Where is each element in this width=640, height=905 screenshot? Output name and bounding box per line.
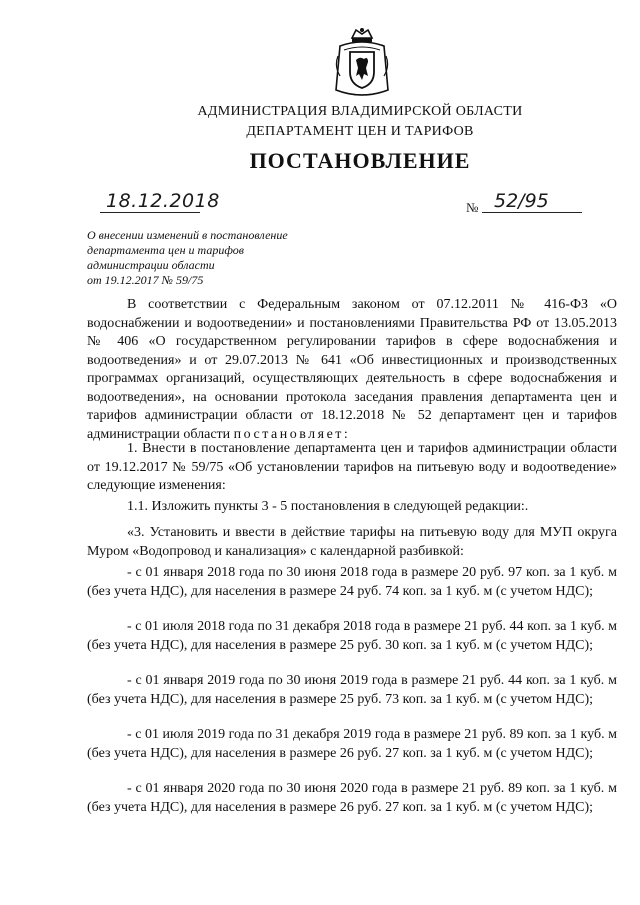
subject-line: О внесении изменений в постановление xyxy=(87,228,288,242)
preamble-paragraph xyxy=(87,296,617,444)
document-date: 18.12.2018 xyxy=(106,190,220,212)
item-1-paragraph: 1. Внести в постановление департамента цен и тарифов администрации области от 19.12.2017 № 59/75 «Об установлении тарифов на питьевую воду и водоотведение» следующие изменения: xyxy=(87,441,617,493)
subject-line: от 19.12.2017 № 59/75 xyxy=(87,273,204,287)
preamble-text: В соответствии с Федеральным законом от 07.12.2011 № 416-ФЗ «О водоснабжении и водоотведении» и постановлениями Правительства РФ от 13.05.2013 № 406 «О государственном регулировании тарифов в сфере водоснабжения и водоотведения» и от 29.07.2013 № 641 «Об инвестиционных и производственных программах организаций, осуществляющих деятельность в сфере водоснабжения и водоотведения», на основании протокола заседания правления департамента цен и тарифов администрации области от 18.12.2018 № 52 департамент цен и тарифов администрации области xyxy=(87,297,617,442)
organization-name: АДМИНИСТРАЦИЯ ВЛАДИМИРСКОЙ ОБЛАСТИ xyxy=(197,104,523,119)
item-1-1-paragraph: 1.1. Изложить пункты 3 - 5 постановления в следующей редакции:. xyxy=(127,499,529,514)
date-underline xyxy=(100,212,200,213)
subject-line: департамента цен и тарифов xyxy=(87,243,244,257)
department-name: ДЕПАРТАМЕНТ ЦЕН И ТАРИФОВ xyxy=(246,124,474,139)
document-subject xyxy=(87,228,327,288)
tariff-period-item: - с 01 января 2019 года по 30 июня 2019 года в размере 21 руб. 44 коп. за 1 куб. м (без учета НДС), для населения в размере 25 руб. 73 коп. за 1 куб. м (с учетом НДС); xyxy=(87,673,617,707)
coat-of-arms-emblem-icon xyxy=(330,26,394,100)
tariff-period-item: - с 01 июля 2019 года по 31 декабря 2019 года в размере 21 руб. 89 коп. за 1 куб. м (без учета НДС), для населения в размере 26 руб. 27 коп. за 1 куб. м (с учетом НДС); xyxy=(87,727,617,761)
document-title: ПОСТАНОВЛЕНИЕ xyxy=(249,148,471,173)
item-3-paragraph: «3. Установить и ввести в действие тарифы на питьевую воду для МУП округа Муром «Водопровод и канализация» с календарной разбивкой: xyxy=(87,525,617,559)
subject-line: администрации области xyxy=(87,258,215,272)
resolves-verb: постановляет: xyxy=(233,426,351,442)
tariff-period-item: - с 01 января 2020 года по 30 июня 2020 года в размере 21 руб. 89 коп. за 1 куб. м (без учета НДС), для населения в размере 26 руб. 27 коп. за 1 куб. м (с учетом НДС); xyxy=(87,781,617,815)
document-number: 52/95 xyxy=(494,190,549,212)
number-underline xyxy=(482,212,582,213)
tariff-period-item: - с 01 июля 2018 года по 31 декабря 2018 года в размере 21 руб. 44 коп. за 1 куб. м (без учета НДС), для населения в размере 25 руб. 30 коп. за 1 куб. м (с учетом НДС); xyxy=(87,619,617,653)
number-label: № xyxy=(466,200,479,215)
tariff-period-item: - с 01 января 2018 года по 30 июня 2018 года в размере 20 руб. 97 коп. за 1 куб. м (без учета НДС), для населения в размере 24 руб. 74 коп. за 1 куб. м (с учетом НДС); xyxy=(87,565,617,599)
